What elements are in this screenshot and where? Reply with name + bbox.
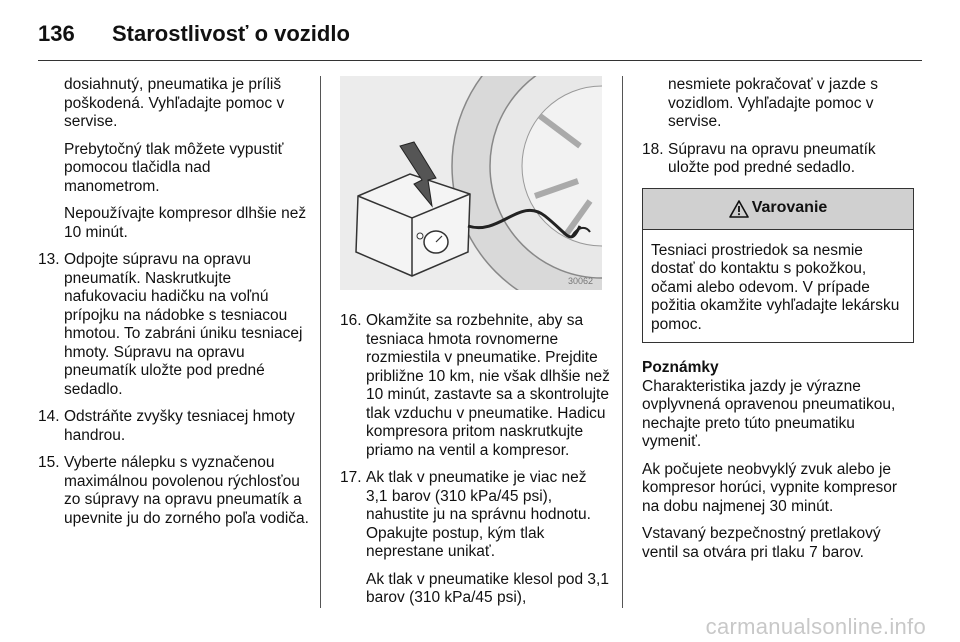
item-text: Okamžite sa rozbehnite, aby sa tesniaca hmota rovnomerne rozmiestila v pneumatike. Prejdite približne 10 km, nie však dlhšie než 10 minút, zastavte sa a skontrolujte tlak vzduchu v pneumatike. Hadicu kompresora pritom naskrutkujte priamo na ventil a kompresor. [366, 312, 610, 459]
paragraph: Prebytočný tlak môžete vypustiť pomocou tlačidla nad manometrom. [64, 140, 284, 195]
item-text: Vyberte nálepku s vyznačenou maximálnou povolenou rýchlosťou zo súpravy na opravu pneumatík a upevnite ju do zorného poľa vodiča. [64, 454, 309, 527]
watermark: carmanualsonline.info [705, 614, 926, 639]
compressor-illustration [340, 76, 602, 290]
column-3 [642, 76, 914, 571]
item-number: 17. [340, 469, 362, 486]
note-paragraph: Charakteristika jazdy je výrazne ovplyvnená opravenou pneumatikou, nechajte preto túto pneumatiku vymeniť. [642, 377, 896, 450]
paragraph: Nepoužívajte kompresor dlhšie než 10 minút. [64, 205, 307, 241]
note-section [642, 359, 914, 562]
item-text: Odpojte súpravu na opravu pneumatík. Naskrutkujte nafukovaciu hadičku na voľnú prípojku na nádobke s tesniacou hmotou. To zabráni úniku tesniacej hmoty. Súpravu na opravu pneumatík uložte pod predné sedadlo. [64, 251, 303, 398]
list-item-13 [38, 251, 310, 399]
note-title: Poznámky [642, 359, 719, 376]
warning-box [642, 188, 914, 344]
warning-header [643, 189, 913, 230]
paragraph: nesmiete pokračovať v jazde s vozidlom. Vyhľadajte pomoc v servise. [668, 76, 878, 130]
list-item-17 [340, 469, 610, 562]
column-1 [38, 76, 310, 537]
warning-body: Tesniaci prostriedok sa nesmie dostať do kontaktu s pokožkou, očami alebo odevom. V prípade požitia okamžite vyhľadajte lekársku pomoc. [651, 241, 900, 333]
compressor-drawing [340, 76, 602, 290]
figure-code: 30062 [568, 276, 594, 286]
note-paragraph: Ak počujete neobvyklý zvuk alebo je kompresor horúci, vypnite kompresor na dobu najmenej 30 minút. [642, 460, 897, 515]
paragraph: Ak tlak v pneumatike klesol pod 3,1 barov (310 kPa/45 psi), [366, 570, 609, 606]
item-number: 18. [642, 140, 664, 158]
item-number: 15. [38, 454, 60, 471]
item-number: 13. [38, 251, 60, 268]
list-item-18 [642, 141, 914, 178]
list-item-14 [38, 408, 310, 445]
item-number: 14. [38, 408, 60, 425]
list-item-15 [38, 454, 310, 528]
column-2 [340, 76, 610, 617]
page-number: 136 [38, 21, 75, 46]
page-header [38, 14, 350, 54]
page-title: Starostlivosť o vozidlo [112, 21, 350, 46]
list-item-16 [340, 312, 610, 460]
warning-title: Varovanie [751, 199, 828, 217]
note-paragraph: Vstavaný bezpečnostný pretlakový ventil sa otvára pri tlaku 7 barov. [642, 525, 881, 561]
paragraph: dosiahnutý, pneumatika je príliš poškodená. Vyhľadajte pomoc v servise. [64, 76, 285, 130]
item-text: Ak tlak v pneumatike je viac než 3,1 barov (310 kPa/45 psi), nahustite ju na správnu hodnotu. Opakujte postup, kým tlak neprestane unikať. [366, 469, 591, 560]
column-divider-1 [320, 76, 321, 608]
item-text: Odstráňte zvyšky tesniacej hmoty handrou. [64, 408, 295, 444]
item-text: Súpravu na opravu pneumatík uložte pod predné sedadlo. [668, 140, 876, 176]
warning-triangle-icon [729, 200, 749, 218]
column-divider-2 [622, 76, 623, 608]
header-rule [38, 60, 922, 61]
item-number: 16. [340, 312, 362, 329]
